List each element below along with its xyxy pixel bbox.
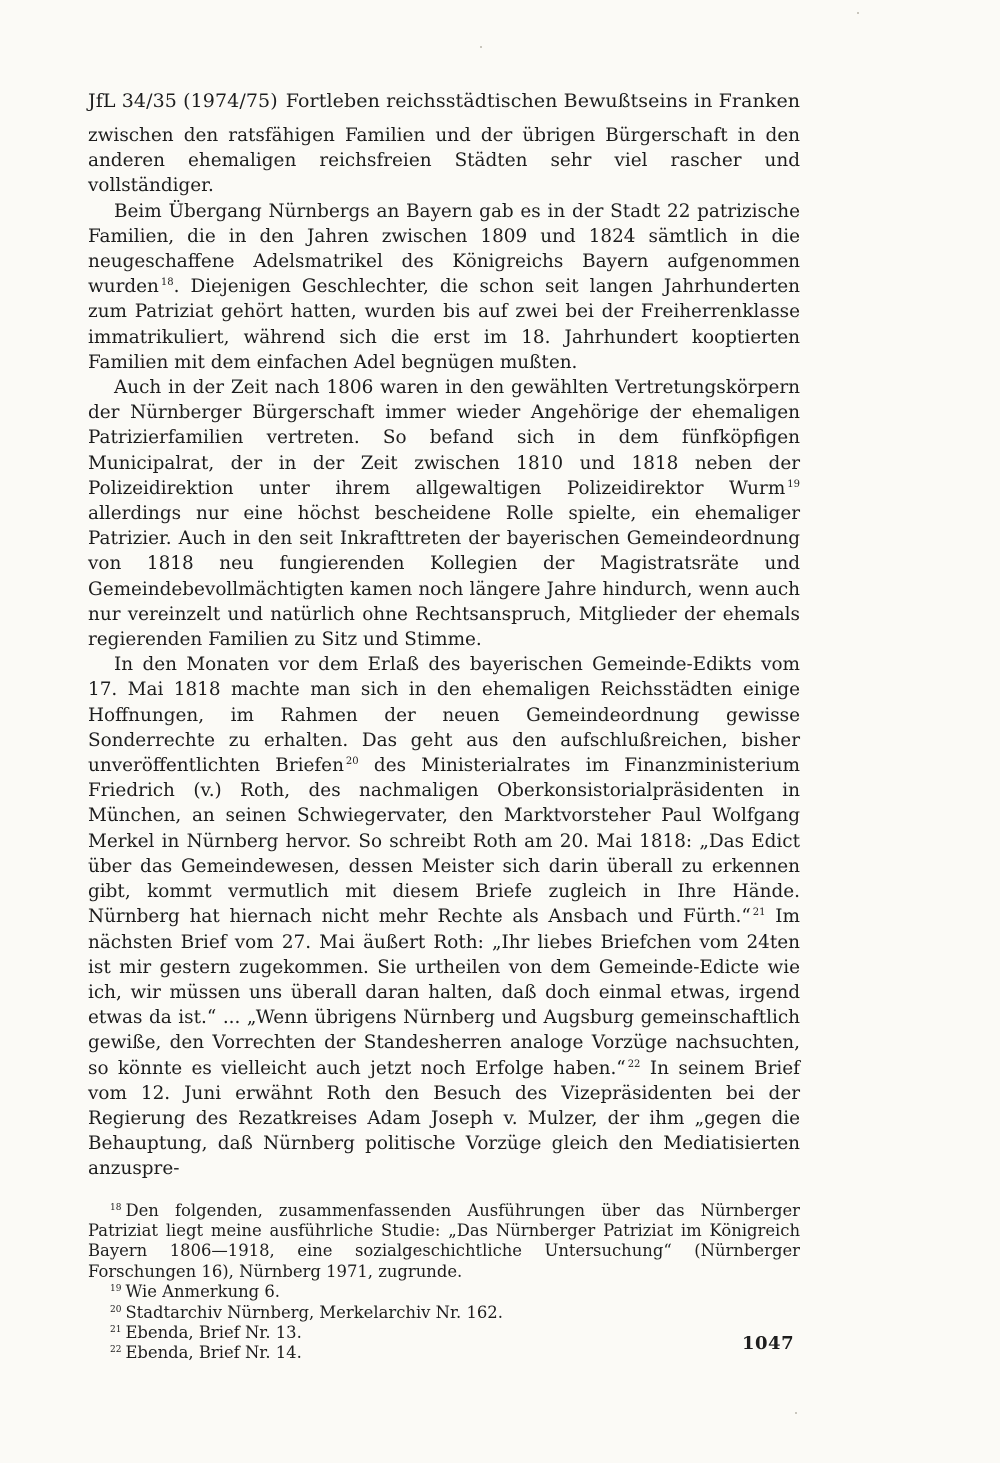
paragraph-text: Auch in der Zeit nach 1806 waren in den gewählten Vertretungskörpern der Nürnberger Bürgerschaft immer wieder Angehörige der ehemaligen Patrizierfamilien vertreten. So befand sich in dem fünfköpfigen Municipalrat, der in der Zeit zwischen 1810 und 1818 neben der Polizeidirektion unter ihrem allgewaltigen Polizeidirektor Wurm (88, 377, 800, 499)
paragraph-text: Beim Übergang Nürnbergs an Bayern gab es in der Stadt 22 patrizische Familien, die in den Jahren zwischen 1809 und 1824 sämtlich in die neugeschaffene Adelsmatrikel des Königreichs Bayern aufgenommen wurden (88, 200, 800, 298)
footnote-reference[interactable]: 19 (787, 478, 800, 490)
footnote-reference[interactable]: 20 (345, 756, 359, 768)
paper-speck (480, 46, 482, 48)
paragraph-text: . Diejenigen Geschlechter, die schon seit langen Jahrhunderten zum Patriziat gehört hatten, wurden bis auf zwei bei der Freiherrenklasse immatrikuliert, während sich die erst im 18. Jahrhundert kooptierten Familien mit dem einfachen Adel begnügen mußten. (88, 276, 800, 373)
paragraph (88, 652, 800, 1181)
footnote-text: Stadtarchiv Nürnberg, Merkelarchiv Nr. 162. (125, 1302, 503, 1322)
paragraph-text: In den Monaten vor dem Erlaß des bayerischen Gemeinde-Edikts vom 17. Mai 1818 machte man sich in den ehemaligen Reichsstädten einige Hoffnungen, im Rahmen der neuen Gemeindeordnung gewisse Sonderrechte zu erhalten. Das geht aus den aufschlußreichen, bisher unveröffentlichten Briefen (88, 654, 800, 777)
footnote (88, 1303, 800, 1323)
paragraph-text: zwischen den ratsfähigen Familien und der übrigen Bürgerschaft in den anderen ehemaligen reichsfreien Städten sehr viel rascher und vollständiger. (88, 125, 800, 197)
paragraph (88, 375, 800, 652)
page (88, 88, 800, 1364)
footnote-number: 20 (110, 1304, 122, 1315)
paper-speck (795, 1412, 797, 1414)
footnote-text: Ebenda, Brief Nr. 13. (125, 1322, 302, 1342)
paper-speck (857, 12, 859, 14)
footnote (88, 1343, 800, 1363)
paragraph-text: In seinem Brief vom 12. Juni erwähnt Roth den Besuch des Vizepräsidenten bei der Regierung des Rezatkreises Adam Joseph v. Mulzer, der ihm „gegen die Behauptung, daß Nürnberg politische Vorzüge gleich den Mediatisierten anzuspre- (88, 1057, 800, 1180)
paragraph-text: des Ministerialrates im Finanzministerium Friedrich (v.) Roth, des nachmaligen Oberkonsistorialpräsidenten in München, an seinen Schwiegervater, den Marktvorsteher Paul Wolfgang Merkel in Nürnberg hervor. So schreibt Roth am 20. Mai 1818: „Das Edict über das Gemeindewesen, dessen Meister sich darin überall zu erkennen gibt, kommt vermutlich mit diesem Briefe zugleich in Ihre Hände. Nürnberg hat hiernach nicht mehr Rechte als Ansbach und Fürth.“ (88, 755, 800, 928)
footnote-text: Wie Anmerkung 6. (125, 1282, 281, 1302)
footnote (88, 1282, 800, 1302)
running-title: Fortleben reichsstädtischen Bewußtseins in Franken (285, 90, 801, 112)
footnote-text: Ebenda, Brief Nr. 14. (125, 1343, 302, 1363)
footnote-number: 18 (110, 1202, 122, 1213)
paragraph (88, 199, 800, 375)
page-number: 1047 (742, 1333, 795, 1354)
paragraph (88, 123, 800, 199)
footnote-reference[interactable]: 22 (627, 1058, 641, 1070)
footnotes (88, 1201, 800, 1364)
footnote-number: 21 (110, 1324, 122, 1335)
footnote-reference[interactable]: 18 (160, 277, 174, 289)
body-text (88, 123, 800, 1182)
footnote (88, 1201, 800, 1283)
paragraph-text: allerdings nur eine höchst bescheidene Rolle spielte, ein ehemaliger Patrizier. Auch in den seit Inkrafttreten der bayerischen Gemeindeordnung von 1818 neu fungierenden Kollegien der Magistratsräte und Gemeindebevollmächtigten kamen noch längere Jahre hindurch, wenn auch nur vereinzelt und natürlich ohne Rechtsanspruch, Mitglieder der ehemals regierenden Familien zu Sitz und Stimme. (88, 503, 800, 651)
footnote-number: 19 (110, 1284, 122, 1295)
footnote-reference[interactable]: 21 (752, 907, 766, 919)
footnote-number: 22 (110, 1345, 122, 1356)
journal-reference: JfL 34/35 (1974/75) (88, 90, 278, 112)
footnote (88, 1323, 800, 1343)
footnote-text: Den folgenden, zusammenfassenden Ausführungen über das Nürnberger Patriziat liegt meine ausführliche Studie: „Das Nürnberger Patriziat im Königreich Bayern 1806—1918, eine sozialgeschichtliche Untersuchung“ (Nürnberger Forschungen 16), Nürnberg 1971, zugrunde. (88, 1200, 800, 1281)
running-head (88, 88, 800, 114)
paragraph-text: Im nächsten Brief vom 27. Mai äußert Roth: „Ihr liebes Briefchen vom 24ten ist mir gestern zugekommen. Sie urtheilen von dem Gemeinde-Edicte wie ich, wir müssen uns überall daran halten, daß doch einmal etwas, irgend etwas da ist.“ ... „Wenn übrigens Nürnberg und Augsburg gemeinschaftlich gewiße, den Vorrechten der Standesherren analoge Vorzüge nachsuchten, so könnte es vielleicht auch jetzt noch Erfolge haben.“ (88, 906, 800, 1079)
